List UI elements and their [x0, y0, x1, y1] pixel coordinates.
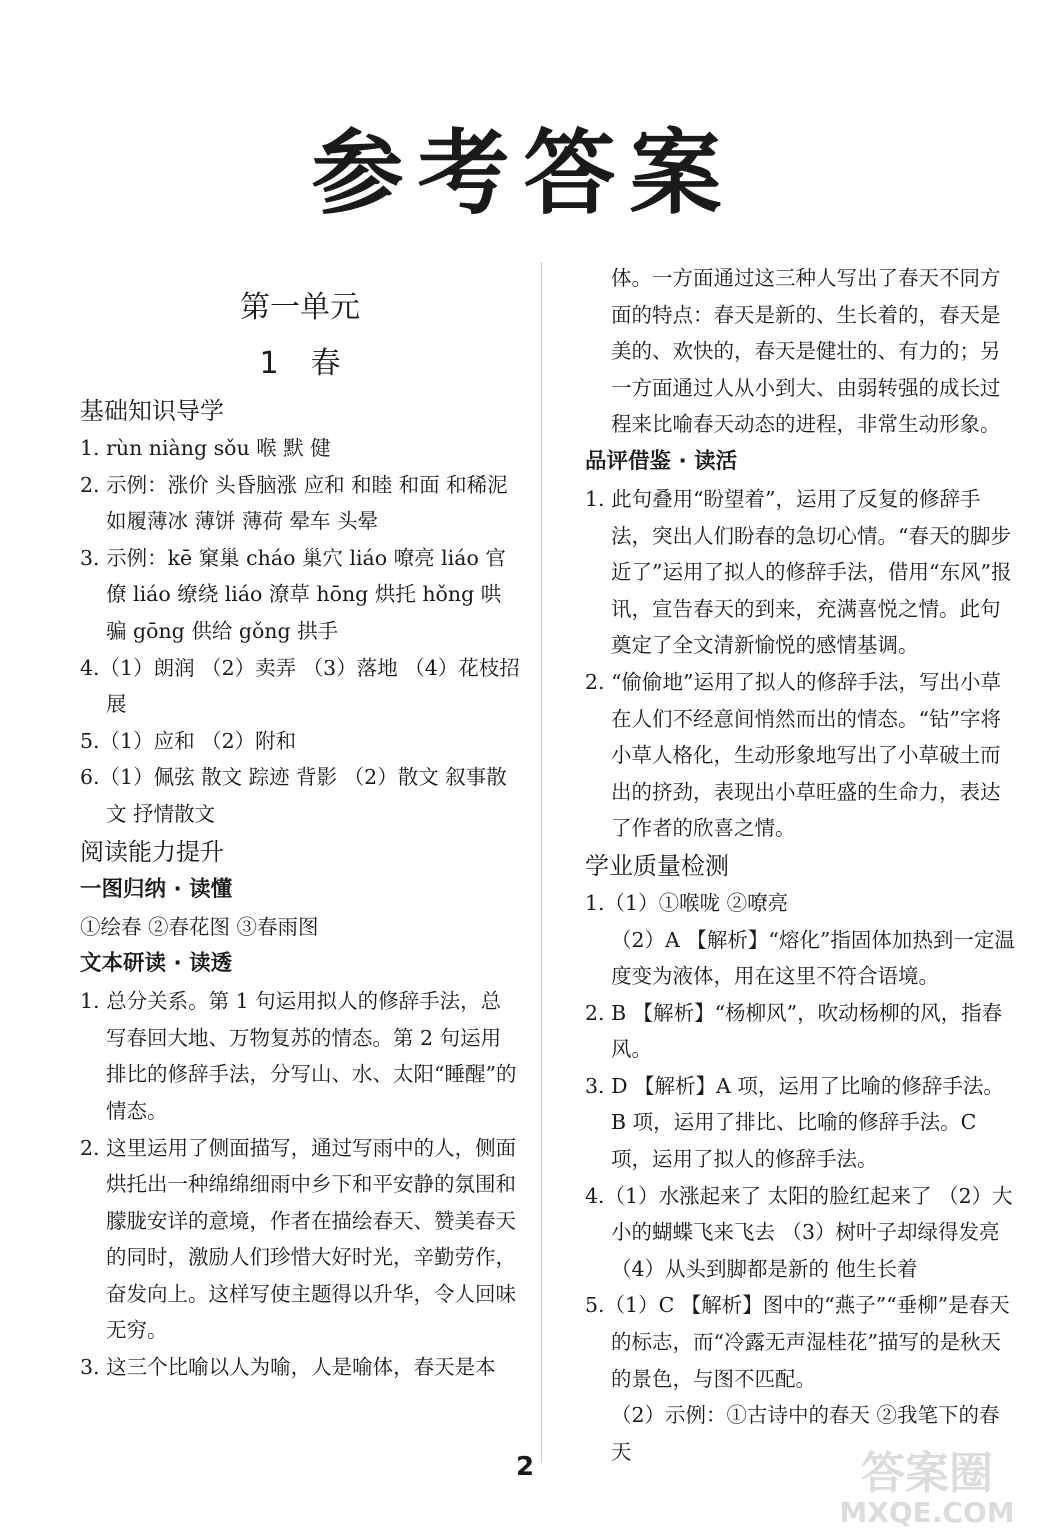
lesson-number: 1 — [259, 346, 279, 381]
page-number: 2 — [515, 1452, 535, 1482]
answer-item: 3. D 【解析】A 项，运用了比喻的修辞手法。B 项，运用了排比、比喻的修辞手法。C 项，运用了拟人的修辞手法。 — [585, 1073, 1004, 1172]
answer-item: 1. rùn niàng sǒu 喉 默 健 — [80, 436, 331, 460]
answer-item: （2）A 【解析】“熔化”指固体加热到一定温度变为液体，用在这里不符合语境。 — [611, 927, 1015, 989]
answer-item: 2. B 【解析】“杨柳风”，吹动杨柳的风，指春风。 — [585, 1000, 1003, 1062]
subsection-heading: 文本研读 · 读透 — [80, 951, 233, 977]
section-heading: 阅读能力提升 — [80, 837, 224, 866]
answer-item: 1. 总分关系。第 1 句运用拟人的修辞手法，总写春回大地、万物复苏的情态。第 2 句运用排比的修辞手法，分写山、水、太阳“睡醒”的情态。 — [80, 989, 517, 1123]
answer-item: （4）从头到脚都是新的 他生长着 — [611, 1256, 918, 1281]
answer-item: 3. 示例：kē 窠巢 cháo 巢穴 liáo 嘹亮 liáo 官僚 liáo 缭绕 liáo 潦草 hōng 烘托 hǒng 哄骗 gōng 供给 gǒng 拱手 — [80, 545, 506, 643]
answer-item: 1. 此句叠用“盼望着”，运用了反复的修辞手法，突出人们盼春的急切心情。“春天的脚步近了”运用了拟人的修辞手法，借用“东风”报讯，宣告春天的到来，充满喜悦之情。此句奠定了全文清新愉悦的感情基调。 — [585, 486, 1012, 658]
left-column — [80, 282, 520, 1386]
subsection-heading: 品评借鉴 · 读活 — [585, 448, 738, 474]
unit-title: 第一单元 — [240, 290, 360, 325]
watermark-logo — [827, 1436, 1027, 1528]
answer-item: （2）示例：①古诗中的春天 ②我笔下的春天 — [611, 1403, 1000, 1464]
answer-item: 1.（1）①喉咙 ②嘹亮 — [585, 890, 789, 915]
answer-item: 2. “偷偷地”运用了拟人的修辞手法，写出小草在人们不经意间悄然而出的情态。“钻”字将小草人格化，生动形象地写出了小草破土而出的挤劲，表现出小草旺盛的生命力，表达了作者的欣喜之情。 — [585, 669, 1002, 841]
section-heading: 学业质量检测 — [585, 851, 729, 880]
right-column — [585, 260, 1015, 1470]
watermark-bottom-text: MXQE.COM — [839, 1496, 1015, 1528]
answer-item: 2. 示例：涨价 头昏脑涨 应和 和睦 和面 和稀泥 如履薄冰 薄饼 薄荷 晕车 头晕 — [80, 472, 508, 534]
answer-text: 体。一方面通过这三种人写出了春天不同方面的特点：春天是新的、生长着的，春天是美的、欢快的，春天是健壮的、有力的；另一方面通过人从小到大、由弱转强的成长过程来比喻春天动态的进程，非常生动形象。 — [611, 266, 1001, 437]
answer-item: 6.（1）佩弦 散文 踪迹 背影 （2）散文 叙事散文 抒情散文 — [80, 765, 507, 826]
answer-item: 4.（1）朗润 （2）卖弄 （3）落地 （4）花枝招展 — [80, 655, 520, 717]
page-title: 参考答案 — [311, 119, 736, 227]
answer-text: ①绘春 ②春花图 ③春雨图 — [80, 914, 319, 939]
subsection-heading: 一图归纳 · 读懂 — [80, 876, 233, 902]
answer-item: 4.（1）水涨起来了 太阳的脸红起来了 （2）大小的蝴蝶飞来飞去 （3）树叶子却绿得发亮 — [585, 1183, 1013, 1245]
column-divider — [541, 262, 542, 1462]
watermark-top-text: 答案圈 — [861, 1448, 993, 1499]
section-heading: 基础知识导学 — [80, 397, 224, 425]
answer-item: 5.（1）应和 （2）附和 — [80, 728, 297, 753]
answer-item: 3. 这三个比喻以人为喻，人是喻体，春天是本 — [80, 1355, 496, 1380]
lesson-name: 春 — [310, 346, 341, 381]
answer-item: 5.（1）C 【解析】图中的“燕子”“垂柳”是春天的标志，而“冷露无声湿桂花”描写的是秋天的景色，与图不匹配。 — [585, 1293, 1010, 1391]
answer-item: 2. 这里运用了侧面描写，通过写雨中的人，侧面烘托出一种绵绵细雨中乡下和平安静的氛围和朦胧安详的意境，作者在描绘春天、赞美春天的同时，激励人们珍惜大好时光，辛勤劳作，奋发向上。这样写使主题得以升华，令人回味无穷。 — [80, 1135, 517, 1343]
lesson-title — [80, 338, 520, 390]
